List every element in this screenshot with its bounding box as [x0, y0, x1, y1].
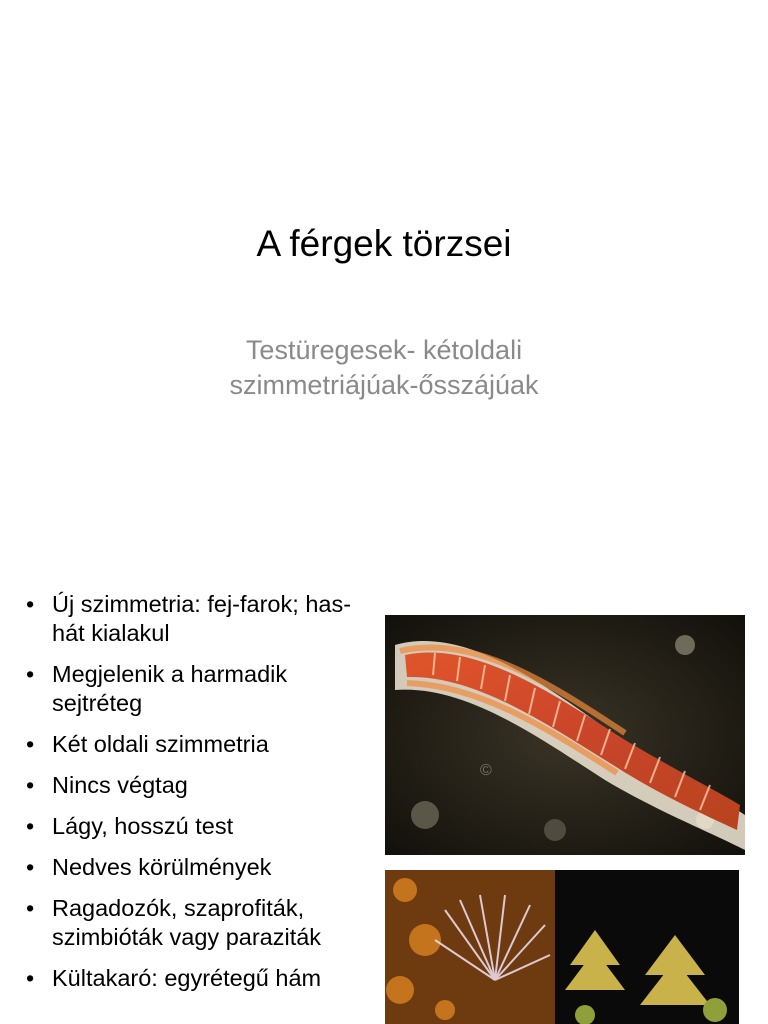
bullet-text: Nincs végtag [52, 772, 188, 798]
list-item [20, 853, 370, 882]
list-item [20, 771, 370, 800]
bullet-text: Megjelenik a harmadik sejtréteg [52, 661, 288, 716]
list-item [20, 894, 370, 952]
bullet-text: Kültakaró: egyrétegű hám [52, 965, 322, 991]
list-item [20, 730, 370, 759]
subtitle-line-1: Testüregesek- kétoldali [245, 335, 523, 365]
slide-subtitle [150, 333, 618, 403]
fireworm-photo [385, 615, 745, 855]
list-item [20, 812, 370, 841]
bullet-list [20, 590, 370, 1005]
bullet-icon: • [26, 772, 35, 798]
bullet-icon: • [26, 813, 35, 839]
bullet-text: Lágy, hosszú test [52, 813, 234, 839]
bullet-icon: • [26, 731, 35, 757]
slide-divider [0, 576, 768, 577]
bullet-icon: • [26, 895, 35, 921]
watermark-text: © [480, 762, 492, 779]
bullet-icon: • [26, 854, 35, 880]
bullet-icon: • [26, 965, 35, 991]
slide-title: A férgek törzsei [256, 223, 512, 264]
subtitle-line-2: szimmetriájúak-ősszájúak [229, 370, 539, 400]
bullet-text: Nedves körülmények [52, 854, 272, 880]
bullet-icon: • [26, 661, 35, 687]
list-item [20, 964, 370, 993]
list-item [20, 590, 370, 648]
bullet-text: Új szimmetria: fej-farok; has-hát kialakul [52, 591, 352, 646]
bullet-text: Ragadozók, szaprofiták, szimbióták vagy paraziták [52, 895, 322, 950]
bullet-text: Két oldali szimmetria [52, 731, 269, 757]
tube-worms-photo [385, 870, 739, 1024]
list-item [20, 660, 370, 718]
bullet-icon: • [26, 591, 35, 617]
